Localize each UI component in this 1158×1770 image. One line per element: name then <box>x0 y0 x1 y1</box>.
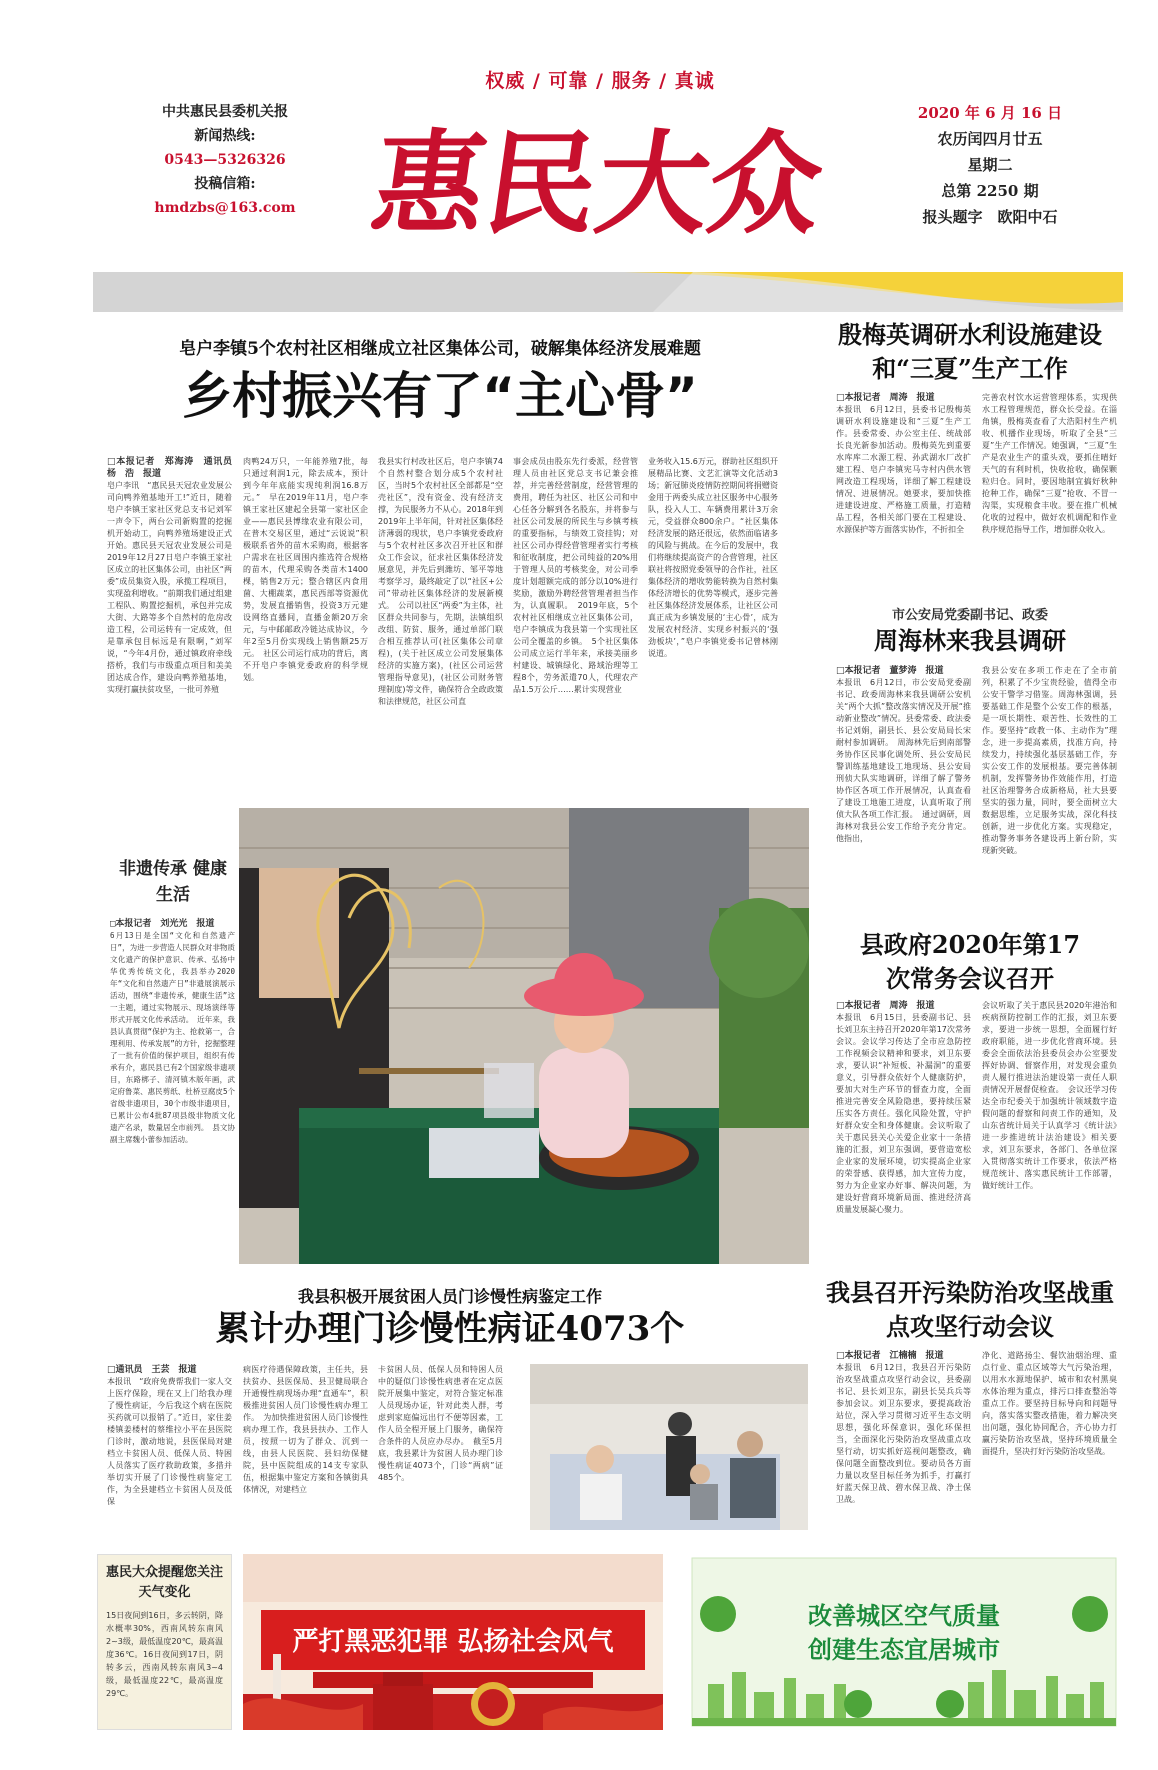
yin-column-2: 完善农村饮水运营管理体系，实现供水工程管理规范，群众长受益。在淄角镇，殷梅英查看了大浩阳村生产机收、机播作业现场，听取了全县“三夏”生产工作情况。她强调，“三夏”生产是农业生产的重头戏，要抓住晴好天气的有利时机，快收抢收，确保颗粒归仓。同时，要因地制宜搞好秋种抢种工作，确保“三夏”抢收、不冒一沟渠，实现粮食丰收。要在推广机械化收的过程中，做好农机调配和作业秩序规范指导工作，增加群众收入。 <box>982 393 1117 534</box>
poverty-column-1 <box>107 1364 232 1530</box>
yin-text-1: 本报讯 6月12日，县委书记殷梅英调研水利设施建设和“三夏”生产工作。县委常委、办公室主任、统战部长良光新参加活动。殷梅英先到重要水库库二水源工程、孙武湖水厂改扩建工程、皂户李镇宪马寺村内供水管网改造工程现场，详细了解工程建设情况、进展情况。她要求，要加快推进建设进度、严格施工质量，打造精品工程，各相关部门要在工程建设、水源保护等方面落实协作，不折扣全 <box>836 405 971 534</box>
lead-column-1 <box>107 456 242 796</box>
caption-title: 非遗传承 健康生活 <box>119 859 227 905</box>
masthead-left <box>140 100 310 220</box>
email-address: hmdzbs@163.com <box>154 200 296 216</box>
paper-logo <box>364 95 831 255</box>
lead-byline: □本报记者 郑海涛 通讯员 杨 浩 报道 <box>107 457 242 479</box>
anti-crime-banner <box>243 1554 663 1730</box>
pollution-title: 我县召开污染防治攻坚战重点攻坚行动会议 <box>826 1278 1114 1341</box>
title-credit: 报头题字 欧阳中石 <box>922 208 1058 226</box>
zhou-subtitle: 市公安局党委副书记、政委 <box>891 608 1048 623</box>
poverty-column-3: 卡贫困人员、低保人员和特困人员中的疑似门诊慢性病患者在定点医院开展集中鉴定，对符合鉴定标准人员现场办证，针对此类人群，考虑到家庭偏远出行不便等因素，工作人员全程开展上门服务，确保符合条件的人员应办尽办。 截至5月底，我县累计为贫困人员办理门诊慢性病证4073个，门诊“两病”证485个。 <box>378 1365 503 1482</box>
issue-date: 2020 年 6 月 16 日 <box>917 104 1063 122</box>
anti-crime-headline: 严打黑恶犯罪 弘扬社会风气 <box>292 1627 614 1657</box>
poverty-text-1: 本报讯 “政府免费帮我们一家人交上医疗保险，现在又上门给我办理了慢性病证，今后我这个病在医院买药就可以报销了。”近日，家住姜楼镇姜楼村的蔡维拉小平在县医院门诊时，激动地说，县医保局对建档立卡贫困人员、低保人员、特困人员落实了医疗救助政策，多措并举切实开展了门诊慢性病鉴定工作，为全县建档立卡贫困人员及低保 <box>107 1377 232 1506</box>
lead-column-3: 我县实行村改社区后，皂户李镇74个自然村整合划分成5个农村社区，当时5个农村社区全部都是“空壳社区”，没有资金、没有经济支撑，为民服务力不从心。2018年到2019年上半年间，针对社区集体经济薄弱的现状，皂户李镇党委政府与5个农村社区多次召开社区和群众工作会议，征求社区集体经济发展意见，并先后到潍坊、邹平等地考察学习，最终敲定了以“社区+公司”带动社区集体经济的发展新模式。 公司以社区“两委”为主体，社区群众共同参与，先期，法镇组织改组、防贫、服务，通过单部门联合相互推荐认可(社区集体公司章程)，(关于社区成立公司发展集体经济的实施方案)，(社区公司运营管理指导意见)，(社区公司财务管理制度)等文件，确保符合全政政策和法律规范，社区公司直 <box>378 457 503 706</box>
yin-title: 殷梅英调研水利设施建设和“三夏”生产工作 <box>838 320 1102 383</box>
lead-title: 乡村振兴有了“主心骨” <box>182 367 698 425</box>
weather-title: 惠民大众提醒您关注天气变化 <box>106 1565 224 1600</box>
weather-text: 15日夜间到16日，多云转阴，降水概率30%，西南风转东南风2~3级，最低温度20℃，最高温度36℃。16日夜间到17日，阴转多云，西南风转东南风3~4级，最低温度22℃，最高温度29℃。 <box>106 1611 223 1698</box>
sugar-painting-photo <box>239 808 809 1264</box>
lunar-date: 农历闰四月廿五 <box>937 130 1043 148</box>
poverty-subtitle: 我县积极开展贫困人员门诊慢性病鉴定工作 <box>297 1287 602 1306</box>
gov-title: 县政府2020年第17次常务会议召开 <box>859 930 1081 993</box>
pollution-text-1: 本报讯 6月12日，我县召开污染防治攻坚战重点攻坚行动会议，县委副书记、县长刘卫东，副县长吴兵兵等参加会议。刘卫东要求，要提高政治站位，深入学习贯彻习近平生态文明思想，强化环保意识，强化环保担当，全面深化污染防治攻坚战重点攻坚行动，切实抓好巡视问题整改，确保问题全面整改到位。要动员各方面力量以攻坚目标任务为抓手，打赢打好蓝天保卫战、碧水保卫战、净土保卫战。 <box>836 1363 971 1504</box>
air-quality-banner <box>688 1554 1120 1730</box>
yin-column-1 <box>836 392 971 602</box>
zhou-column-2: 我县公安在多项工作走在了全市前列，积累了不少宝贵经验，值得全市公安干警学习借鉴。周海林强调，县要基础工作是整个公安工作的根基，是一项长期性、艰苦性、长效性的工作。要坚持“政教一体、主动作为”理念，进一步提高素质，找准方向，持续发力，持续强化基层基础工作，夯实公安工作的发展根基。要完善体制机制，发挥警务协作效能作用，打造社区治理警务合成新格局，社大县要坚实的强力量，同时，要全面树立大数据思维，立足服务实战，深化科技创新，进一步优化方案。实现稳定，推动警务事务各建设再上新台阶，实现新突破。 <box>982 666 1117 855</box>
lead-subtitle: 皂户李镇5个农村社区相继成立社区集体公司，破解集体经济发展难题 <box>179 339 701 359</box>
poverty-title: 累计办理门诊慢性病证4073个 <box>215 1309 685 1349</box>
poverty-column-2: 病医疗待遇保障政策，主任共，县扶贫办、县医保局、县卫健局联合开通慢性病现场办理“直通车”，积极推进贫困人员门诊慢性病办理工作。 为加快推进贫困人员门诊慢性病办理工作，我县县扶办、工作人员，按照一切为了群众、沉到一线，由县人民医院、县妇幼保健院，县中医院组成的14支专家队伍，根据集中鉴定方案和各镇街具体情况，对建档立 <box>243 1365 368 1494</box>
zhou-text-1: 本报讯 6月12日，市公安局党委副书记、政委周海林来我县调研公安机关“两个大抓”整改落实情况及开展“推动新业整改”情况。县委常委、政法委书记刘娟，副县长、县公安局局长宋耐村参加调研。 周海林先后到南部警务协作区民事化调处所、县公安局民警训练基地建设工地现场、县公安局刑侦大队实地调研，详细了解了警务协作区各项工作开展情况，认真查看了建设工地施工进度，认真听取了刑侦大队各项工作汇报。 通过调研，周海林对我县公安工作给予充分肯定。他指出， <box>836 678 971 843</box>
masthead-band <box>93 272 1123 312</box>
weekday: 星期二 <box>967 156 1013 174</box>
issue-number: 总第 2250 期 <box>941 182 1039 200</box>
pollution-column-1 <box>836 1350 971 1530</box>
gov-text-1: 本报讯 6月15日，县委副书记、县长刘卫东主持召开2020年第17次常务会议。会议学习传达了全市应急防控工作视频会议精神和要求，刘卫东要求，要认识“补短板、补漏洞”的重要意义，引导群众依好个人健康防护，要加大对生产环节的督查力度，全面推进完善安全风险隐患，要持续压紧压实各方责任。强化风险处置，守护好群众安全和身体健康。会议听取了关于惠民县关心关爱企业家十一条措施的汇报，刘卫东强调，要营造宽松企业家的发展环境，切实提高企业家的荣誉感、获得感，加大宣传力度，努力为企业家办好事、解决问题，为建设好营商环境新局面、推进经济高质量发展凝心聚力。 <box>836 1013 971 1214</box>
lead-column-4: 事会成员由股东先行委派，经营管理人员由社区党总支书记兼会推荐，并完善经营制度，经营管理的费用，聘任为社区、社区公司和中心任各分解到各名股东，并将参与社区公司发展的所民生与乡镇考核的重要指标，与绩效工资挂钩；对社区公司办得经营管理者实行考核和征收制度，把公司纯益的20%用于管理人员的考核奖金，对公司季度计划超额完成的部分以10%进行奖励，激励外聘经营管理者担当作为，认真履职。 2019年底，5个农村社区相继成立社区集体公司，皂户李镇成为我县第一个实现社区公司全覆盖的乡镇。 5个社区集体公司成立运行半年来，承接美丽乡村建设、城镇绿化、路域治理等工程8个，劳务派遣70人，代理农产品1.5万公斤……累计实现营业 <box>513 457 638 694</box>
gov-column-1 <box>836 1000 971 1270</box>
zhou-title: 周海林来我县调研 <box>874 626 1066 655</box>
clinic-photo <box>530 1364 808 1530</box>
pollution-column-2: 净化、道路扬尘、餐饮油烟治理、重点行业、重点区域等大气污染治理，以用水水源地保护、城市和农村黑臭水体治理为重点，排污口排查整治等重点工作。要坚持目标导向和问题导向，落实落实整改措施，着力解决突出问题，强化协同配合，齐心协力打赢污染防治攻坚战，坚持环境质量全面提升，坚决打好污染防治攻坚战。 <box>982 1351 1117 1456</box>
weather-box <box>97 1554 232 1730</box>
zhou-column-1 <box>836 665 971 920</box>
pollution-byline: □本报记者 江楠楠 报道 <box>836 1351 944 1361</box>
poverty-byline: □通讯员 王芸 报道 <box>107 1365 197 1375</box>
yin-byline: □本报记者 周涛 报道 <box>836 393 935 403</box>
lead-column-2: 肉鸭24万只，一年能养殖7批，每只通过利润1元，除去成本，预计到今年年底能实现纯利润16.8万元。” 早在2019年11月，皂户李镇王家社区建起全县第一家社区企业——惠民县博缘农业有限公司，在普木交易区里，通过“云说说”积极联系省外的苗木采购商，根据客户需求在社区周围内推选符合规格的苗木，代理采购各类苗木1400棵，销售2万元；整合辖区内食用菌、大棚蔬菜，惠民西部等资源优势，发展直播销售，投资3万元建设网络直播间，直播金额20万余元，与中邮邮政冷链达成协议，今年2至5月份实现线上销售额25万元。 社区公司运行成功的背后，离不开皂户李镇党委政府的科学规划。 <box>243 457 368 682</box>
slogan: 权威 / 可靠 / 服务 / 真诚 <box>485 70 715 92</box>
caption-column <box>110 918 235 1263</box>
hotline-label: 新闻热线: <box>194 128 256 144</box>
gov-column-2: 会议听取了关于惠民县2020年港治和疾病预防控制工作的汇报，刘卫东要求，要进一步统一思想，全面履行好政府职能，进一步优化营商环境。县委会全面依法治县委员会办公室要发挥好协调、督察作用，对发现会重负责人履行推进法治建设第一责任人职责情况开展督促检查。 会议还学习传达全市纪委关于加强统计领域数字造假问题的督察和问责工作的通知，及山东省统计局关于认真学习《统计法》进一步推进统计法治建设》相关要求，刘卫东要求，各部门、各单位深入贯彻落实统计工作要求，依法严格规范统计、落实惠民统计工作部署，做好统计工作。 <box>982 1001 1117 1190</box>
air-quality-line-2: 创建生态宜居城市 <box>808 1636 1000 1664</box>
caption-text: 6月13日是全国“文化和自然遗产日”，为进一步营造人民群众对非物质文化遗产的保护意识、传承、弘扬中华优秀传统文化，我县举办2020年“文化和自然遗产日”非遗展演展示活动，围绕“非遗传承，健康生活”这一主题，通过实物展示、现场演绎等形式开展文化传承活动。 近年来，我县认真贯彻“保护为主、抢救第一，合理利用、传承发展”的方针，挖掘整理了一批有价值的保护项目，组织有传承有介，惠民县已有2个国家级非遗项目，东路梆子、清河镇木版年画，武定府鲁菜、惠民剪纸、杜桥豆腐皮5个省级非遗项目，30个市级非遗项目，已累计公布4批87项县级非物质文化遗产名录，数量居全市前列。 县文协副主席魏小蕾参加活动。 <box>110 931 235 1144</box>
hotline-number: 0543—5326326 <box>164 152 286 168</box>
lead-text-1: 皂户李讯 “惠民县天冠农业发展公司向鸭养殖基地开工!”近日，随着皂户李镇王家社区党总支书记刘军一声令下，两台公司新购置的挖掘机开始动工，向鸭养殖场建设正式开始。惠民县天冠农业发展公司是2019年12月27日皂户李镇王家社区成立的社区集体公司，由社区“两委”成员集资入股，承揽工程项目，实现盈利增收。“前期我们通过组建工程队、购置挖掘机，承包并完成大街、大路等多个自然村的危房改造工程，公司运转有一定成效，但是靠承包目标远是有限啊，”刘军说，“今年4月份，通过镇政府牵线搭桥，我们与市级重点项目和美美团达成合作，建设向鸭养殖基地，实现打赢扶贫攻坚，一批可养殖 <box>107 481 232 694</box>
paper-logo-text: 惠民大众 <box>364 117 831 250</box>
masthead-right <box>905 100 1075 230</box>
caption-byline: □本报记者 刘光光 报道 <box>110 919 215 929</box>
gov-byline: □本报记者 周涛 报道 <box>836 1001 935 1011</box>
submit-label: 投稿信箱: <box>194 176 256 192</box>
organ-label: 中共惠民县委机关报 <box>162 104 288 120</box>
zhou-byline: □本报记者 董梦涛 报道 <box>836 666 944 676</box>
air-quality-line-1: 改善城区空气质量 <box>808 1602 1000 1630</box>
anti-crime-sub <box>448 1677 457 1687</box>
lead-column-5: 业务收入15.6万元，群助社区组织开展精品比赛、文艺汇演等文化活动3场；新冠肺炎疫情防控期间将捐赠资金用于两委头成立社区服务中心服务队，投入人工、车辆费用累计3万余元，受益群众800余户。“社区集体经济发展的路还很远，依然面临诸多的风险与挑战。在今后的发展中，我们将继续提高资产的合营管理，社区联社将按照党委领导的合作社，社区集体经济的增收势能转换为自然村集体经济增长的优势等模式，逐步完善社区集体经济发展体系，让社区公司真正成为乡镇发展的‘主心骨’，成为发展农村经济、实现乡村振兴的‘强劲板块’，”皂户李镇党委书记曾林刚说道。 <box>648 457 778 658</box>
